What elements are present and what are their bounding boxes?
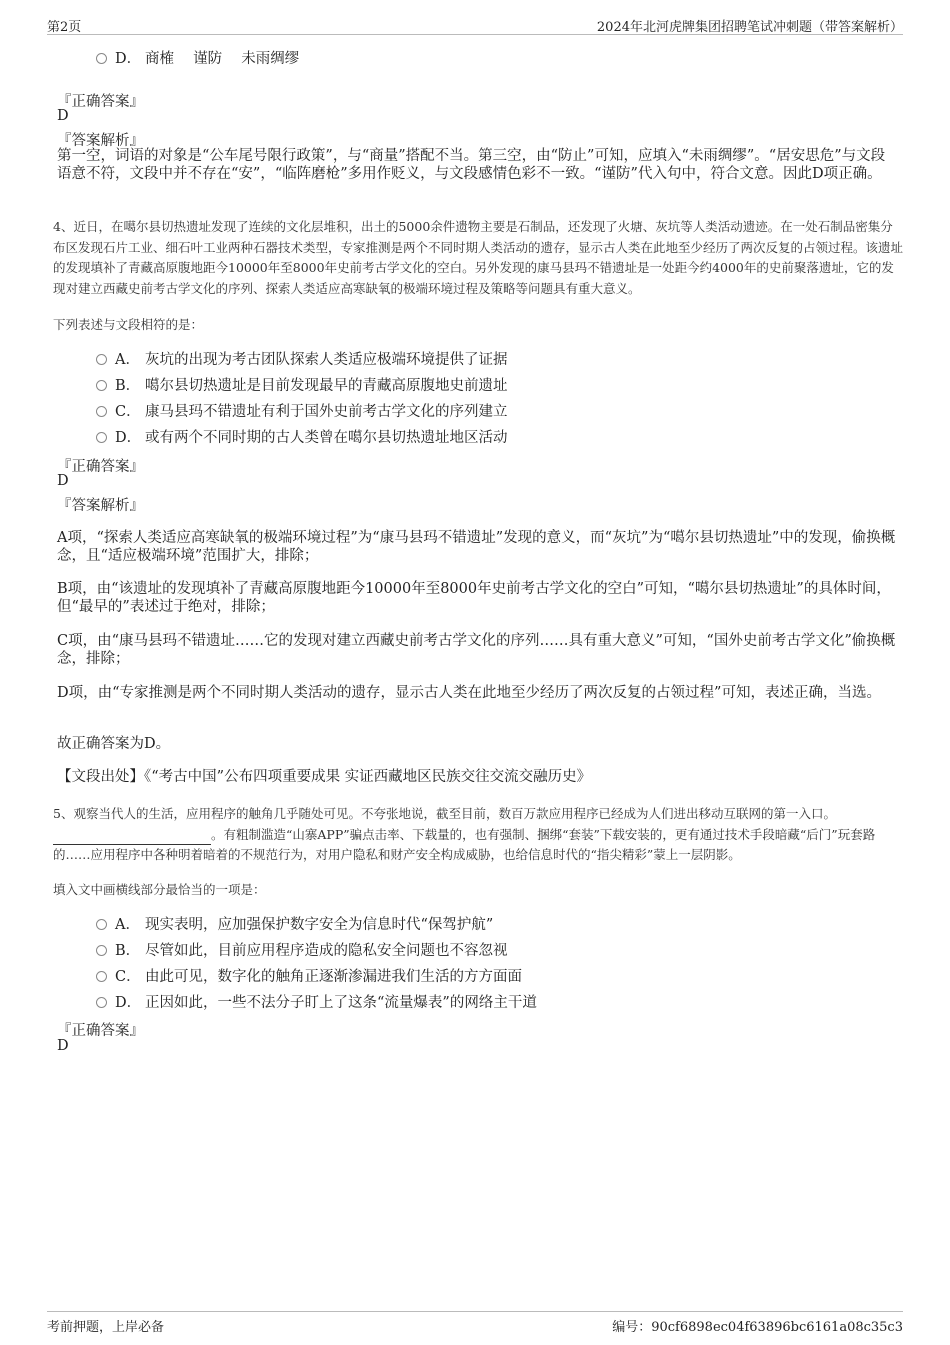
q4-stem: 4、近日，在噶尔县切热遗址发现了连续的文化层堆积，出土的5000余件遗物主要是石制品，还发现了火塘、灰坑等人类活动遗迹。在一处石制品密集分布区发现石片工业、细石叶工业两种石器技术类型，专家推测是两个不同时期人类活动的遗存，显示古人类在此地至少经历了两次反复的占领过程。该遗址的发现填补了青藏高原腹地距今10000年至8000年史前考古学文化的空白。另外发现的康马县玛不错遗址是一处距今约4000年的史前聚落遗址，它的发现对建立西藏史前考古学文化的序列、探索人类适应高寒缺氧的极端环境过程及策略等问题具有重大意义。 [53,219,904,296]
radio-icon[interactable] [96,971,107,982]
q3-analysis-label: 『答案解析』 [57,133,144,149]
q3-answer: D [57,108,69,124]
q4-answer: D [57,473,69,489]
document-code: 编号：90cf6898ec04f63896bc6161a08c35c3 [612,1320,903,1335]
q5-option-a[interactable]: A． 现实表明，应加强保护数字安全为信息时代“保驾护航” [96,913,493,935]
q5-option-d[interactable]: D． 正因如此，一些不法分子盯上了这条“流量爆表”的网络主干道 [96,991,537,1013]
document-title: 2024年北河虎牌集团招聘笔试冲刺题（带答案解析） [596,20,903,35]
radio-icon[interactable] [96,406,107,417]
radio-icon[interactable] [96,53,107,64]
q5-option-c[interactable]: C． 由此可见，数字化的触角正逐渐渗漏进我们生活的方方面面 [96,965,522,987]
radio-icon[interactable] [96,919,107,930]
radio-icon[interactable] [96,432,107,443]
radio-icon[interactable] [96,945,107,956]
q4-analysis-b: B项，由“该遗址的发现填补了青藏高原腹地距今10000年至8000年史前考古学文化的空白”可知，“噶尔县切热遗址”的具体时间，但“最早的”表述过于绝对，排除； [57,581,891,615]
q4-analysis-d: D项，由“专家推测是两个不同时期人类活动的遗存，显示古人类在此地至少经历了两次反复的占领过程”可知，表述正确，当选。 [57,685,881,701]
q4-prompt: 下列表述与文段相符的是： [53,317,204,332]
radio-icon[interactable] [96,380,107,391]
page-header [47,14,903,35]
q4-answer-label: 『正确答案』 [57,459,144,475]
q4-option-c[interactable]: C． 康马县玛不错遗址有利于国外史前考古学文化的序列建立 [96,400,508,422]
q4-analysis-a: A项，“探索人类适应高寒缺氧的极端环境过程”为“康马县玛不错遗址”发现的意义，而“灰坑”为“噶尔县切热遗址”中的发现，偷换概念，且“适应极端环境”范围扩大，排除； [57,530,896,564]
q3-option-d[interactable]: D． 商榷 谨防 未雨绸缪 [96,47,299,69]
page-number: 第2页 [47,20,82,35]
fill-blank-line [53,831,211,845]
q5-answer: D [57,1038,69,1054]
q4-analysis-label: 『答案解析』 [57,498,144,514]
footer-slogan: 考前押题，上岸必备 [47,1320,165,1335]
q4-option-d[interactable]: D． 或有两个不同时期的古人类曾在噶尔县切热遗址地区活动 [96,426,508,448]
radio-icon[interactable] [96,354,107,365]
q5-option-b[interactable]: B． 尽管如此，目前应用程序造成的隐私安全问题也不容忽视 [96,939,508,961]
radio-icon[interactable] [96,997,107,1008]
q5-prompt: 填入文中画横线部分最恰当的一项是： [53,882,266,897]
page-footer [47,1311,903,1334]
q4-option-b[interactable]: B． 噶尔县切热遗址是目前发现最早的青藏高原腹地史前遗址 [96,374,508,396]
q4-analysis-c: C项，由“康马县玛不错遗址……它的发现对建立西藏史前考古学文化的序列……具有重大意义”可知，“国外史前考古学文化”偷换概念，排除； [57,633,896,667]
q5-answer-label: 『正确答案』 [57,1023,144,1039]
q4-conclusion: 故正确答案为D。 [57,736,171,752]
q3-answer-label: 『正确答案』 [57,94,144,110]
q4-source: 【文段出处】《“考古中国”公布四项重要成果 实证西藏地区民族交往交流交融历史》 [57,769,592,785]
q4-option-a[interactable]: A． 灰坑的出现为考古团队探索人类适应极端环境提供了证据 [96,348,508,370]
q3-analysis: 第一空，词语的对象是“公车尾号限行政策”，与“商量”搭配不当。第三空，由“防止”可知，应填入“未雨绸缪”。“居安思危”与文段语意不符，文段中并不存在“安”，“临阵磨枪”多用作贬义，与文段感情色彩不一致。“谨防”代入句中，符合文意。因此D项正确。 [57,148,886,182]
q5-stem: 5、观察当代人的生活，应用程序的触角几乎随处可见。不夸张地说，截至目前，数百万款应用程序已经成为人们进出移动互联网的第一入口。。有粗制滥造“山寨APP”骗点击率、下载量的，也有强制、捆绑“套装”下载安装的，更有通过技术手段暗藏“后门”玩套路的……应用程序中各种明着暗着的不规范行为，对用户隐私和财产安全构成威胁，也给信息时代的“指尖精彩”蒙上一层阴影。 [53,806,876,862]
